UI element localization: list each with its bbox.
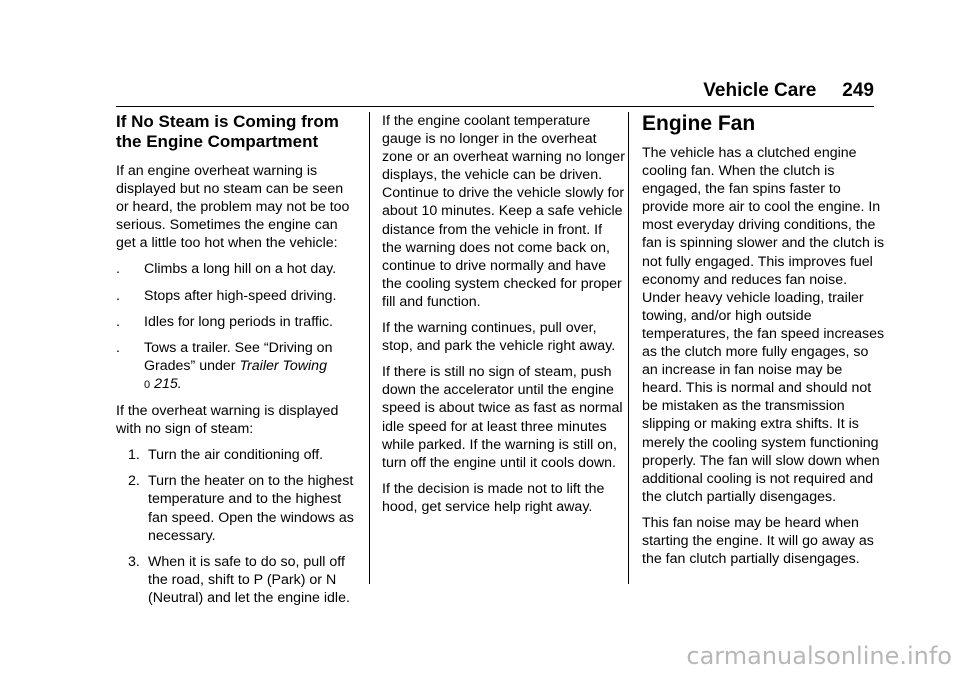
page-header [703, 80, 874, 106]
bullet-dot: . [116, 287, 120, 304]
step-number: 1. [128, 447, 140, 464]
section-title: Vehicle Care [703, 80, 817, 101]
trailer-towing-link[interactable]: Trailer Towing [239, 357, 327, 374]
paragraph: If the warning continues, pull over, stop, and park the vehicle right away. [382, 320, 616, 355]
bullet-dot: . [116, 339, 120, 356]
column-1 [116, 112, 359, 615]
heading-no-steam: If No Steam is Coming from the Engine Compartment [116, 112, 339, 151]
step-item [116, 472, 359, 544]
column-2 [382, 112, 625, 524]
list-item [116, 339, 359, 394]
paragraph: The vehicle has a clutched engine cooling fan. When the clutch is engaged, the fan spins faster to provide more air to cool the engine. In most everyday driving conditions, the fan is spinning slower and the clutch is not fully engaged. This improves fuel economy and reduces fan noise. Under heavy vehicle loading, trailer towing, and/or high outside temperatures, the fan speed increases as the clutch more fully engages, so an increase in fan noise may be heard. This is normal and should not be mistaken as the transmission slipping or making extra shifts. It is merely the cooling system functioning properly. The fan will slow down when additional cooling is not required and the clutch partially disengages. [642, 145, 885, 505]
list-item [116, 260, 359, 278]
column-divider [369, 112, 370, 584]
paragraph: If there is still no sign of steam, push down the accelerator until the engine speed is about twice as fast as normal idle speed for at least three minutes while parked. If the warning is still on, turn off the engine until it cools down. [382, 364, 623, 471]
bullet-dot: . [116, 313, 120, 330]
paragraph: If the decision is made not to lift the hood, get service help right away. [382, 480, 605, 515]
list-item-text: Tows a trailer. See “Driving on Grades” under [144, 339, 333, 374]
heading-engine-fan: Engine Fan [642, 112, 756, 135]
intro-paragraph: If an engine overheat warning is displayed but no steam can be seen or heard, the problem may not be too serious. Sometimes the engine can get a little too hot when the vehicle: [116, 163, 350, 252]
condition-list [116, 260, 359, 394]
step-number: 2. [128, 473, 140, 490]
column-divider [628, 112, 629, 584]
column-3 [642, 112, 885, 576]
page-number: 249 [842, 80, 874, 101]
step-text: Turn the air conditioning off. [148, 447, 324, 464]
step-item [116, 553, 359, 607]
list-item-text: Stops after high-speed driving. [144, 287, 337, 304]
paragraph: This fan noise may be heard when starting the engine. It will go away as the fan clutch partially disengages. [642, 514, 874, 568]
page-reference-number[interactable]: 215. [154, 375, 182, 392]
page-reference-icon: 0 [144, 378, 151, 391]
bullet-dot: . [116, 261, 120, 278]
step-list [116, 446, 359, 607]
list-item-text: Idles for long periods in traffic. [144, 313, 334, 330]
watermark: carmanualsonline.info [686, 642, 952, 670]
list-item [116, 313, 359, 331]
paragraph: If the engine coolant temperature gauge is no longer in the overheat zone or an overheat warning no longer displays, the vehicle can be driven. Continue to drive the vehicle slowly for about 10 minutes. Keep a safe vehicle distance from the vehicle in front. If the warning does not come back on, continue to drive normally and have the cooling system checked for proper fill and function. [382, 113, 625, 310]
list-item-text: Climbs a long hill on a hot day. [144, 261, 337, 278]
step-text: Turn the heater on to the highest temperature and to the highest fan speed. Open the windows as necessary. [148, 473, 354, 544]
steam-intro-paragraph: If the overheat warning is displayed with no sign of steam: [116, 403, 339, 438]
step-text: When it is safe to do so, pull off the road, shift to P (Park) or N (Neutral) and let the engine idle. [148, 553, 350, 606]
header-rule [116, 106, 874, 107]
list-item [116, 287, 359, 305]
step-number: 3. [128, 553, 140, 570]
step-item [116, 446, 359, 464]
